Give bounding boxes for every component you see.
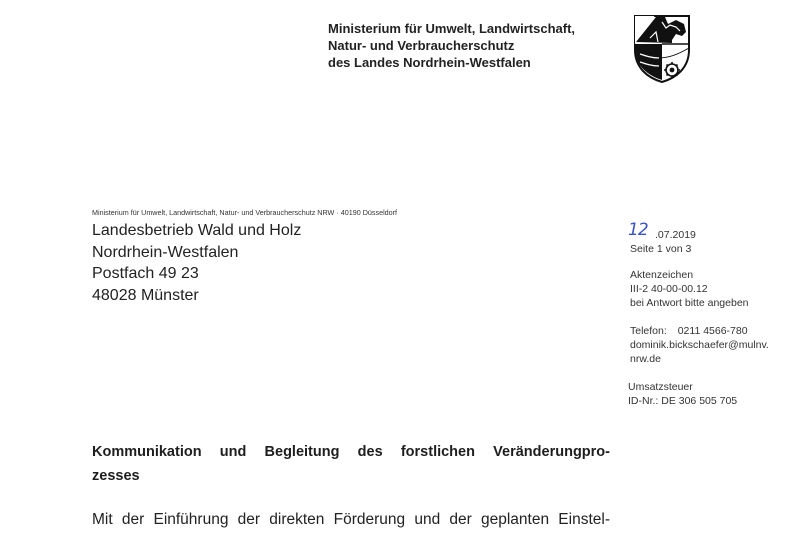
reference-number: III-2 40-00-00.12 [630, 283, 708, 295]
printed-date: .07.2019 [655, 229, 696, 241]
body-paragraph: Mit der Einführung der direkten Förderung und der geplanten Einstel- [92, 511, 610, 528]
handwritten-day: 12 [628, 220, 648, 240]
subject-line: Kommunikation und Begleitung des forstlichen Veränderungpro- [92, 444, 610, 460]
phone-label: Telefon: [630, 325, 667, 337]
ministry-header [328, 20, 618, 71]
recipient-line: Postfach 49 23 [92, 265, 199, 282]
recipient-line: Nordrhein-Westfalen [92, 243, 239, 261]
tax-id: ID-Nr.: DE 306 505 705 [628, 395, 738, 407]
ministry-line: des Landes Nordrhein-Westfalen [328, 55, 531, 70]
email-line: dominik.bickschaefer@mulnv. [630, 339, 769, 351]
ministry-line: Natur- und Verbraucherschutz [328, 38, 515, 53]
ministry-line: Ministerium für Umwelt, Landwirtschaft, [328, 21, 576, 36]
phone-number: 0211 4566-780 [677, 325, 748, 337]
subject-line: zesses [92, 468, 140, 484]
reference-note: bei Antwort bitte angeben [630, 297, 749, 309]
recipient-line: 48028 Münster [92, 286, 199, 304]
date-line [618, 220, 798, 242]
subject-heading [92, 440, 610, 488]
nrw-coat-of-arms-icon [632, 14, 692, 84]
tax-label: Umsatzsteuer [628, 381, 693, 393]
letter-info-column [618, 220, 798, 408]
recipient-address [92, 220, 301, 306]
page-info: Seite 1 von 3 [630, 243, 692, 255]
reference-label: Aktenzeichen [630, 269, 694, 281]
recipient-line: Landesbetrieb Wald und Holz [92, 222, 302, 239]
sender-return-address: Ministerium für Umwelt, Landwirtschaft, Natur- und Verbraucherschutz NRW · 40190 Düsseldorf [92, 208, 398, 217]
email-line-continued: nrw.de [630, 353, 661, 365]
phone-line [630, 324, 798, 338]
